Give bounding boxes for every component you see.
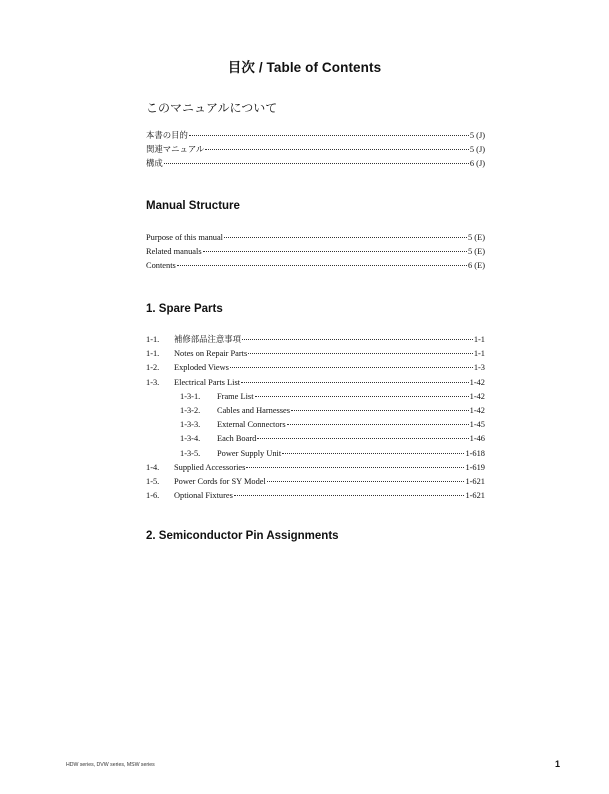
toc-entry[interactable]: [146, 157, 485, 171]
toc-subentry[interactable]: [146, 404, 485, 418]
toc-entry-number: 1-3-2.: [180, 405, 201, 415]
toc-entry[interactable]: [146, 333, 485, 347]
toc-entry-page: 5 (J): [469, 145, 485, 155]
toc-entry-page: 1-1: [473, 349, 485, 359]
toc-entry-page: 6 (E): [468, 261, 485, 271]
footer-page-number: 1: [555, 759, 561, 769]
toc-entry[interactable]: [146, 489, 485, 503]
footer-series: HDW series, DVW series, MSW series: [66, 762, 155, 768]
toc-entry-label: Cables and Harnesses: [217, 405, 291, 415]
toc-subentry[interactable]: [146, 390, 485, 404]
toc-entry-number: 1-1.: [146, 335, 160, 344]
toc-entry-label: Power Supply Unit: [217, 448, 282, 458]
toc-entry-page: 1-42: [469, 405, 485, 415]
toc-entry-page: 5 (E): [468, 233, 485, 242]
toc-entry-page: 1-46: [469, 434, 485, 444]
toc-entry-label: Exploded Views: [174, 363, 229, 373]
toc-list-spare-parts: [146, 333, 485, 503]
toc-list-jp: [146, 129, 485, 172]
toc-entry-number: 1-4.: [146, 462, 160, 472]
toc-entry-label: 関連マニュアル: [146, 145, 205, 155]
toc-entry-page: 1-619: [465, 462, 485, 472]
toc-entry-page: 1-621: [465, 476, 485, 486]
leader-dots: [189, 135, 469, 136]
toc-entry-number: 1-3-5.: [180, 448, 201, 458]
toc-entry-page: 5 (E): [468, 247, 485, 257]
toc-entry-page: 1-45: [469, 420, 485, 430]
leader-dots: [267, 481, 465, 482]
toc-entry-label: Power Cords for SY Model: [174, 476, 266, 486]
leader-dots: [255, 396, 469, 397]
leader-dots: [203, 251, 467, 252]
toc-entry-label: External Connectors: [217, 420, 286, 430]
toc-entry-number: 1-6.: [146, 491, 160, 501]
toc-entry-label: 本書の目的: [146, 131, 188, 140]
toc-entry-page: 6 (J): [469, 159, 485, 169]
toc-entry[interactable]: [146, 461, 485, 475]
toc-entry-label: Optional Fixtures: [174, 491, 233, 501]
toc-list-manual-structure: [146, 231, 485, 274]
section-heading-jp: このマニュアルについて: [146, 101, 278, 115]
toc-entry-page: 1-42: [469, 377, 485, 387]
toc-entry-number: 1-3-4.: [180, 434, 201, 444]
leader-dots: [164, 163, 469, 164]
leader-dots: [246, 467, 464, 468]
leader-dots: [177, 265, 467, 266]
toc-subentry[interactable]: [146, 447, 485, 461]
toc-entry-page: 1-621: [465, 491, 485, 501]
toc-entry-number: 1-1.: [146, 349, 160, 359]
toc-entry-label: 構成: [146, 159, 163, 169]
toc-entry-page: 5 (J): [469, 131, 485, 140]
leader-dots: [242, 339, 473, 340]
section-heading-manual-structure: Manual Structure: [146, 200, 240, 212]
page-title: 目次 / Table of Contents: [227, 60, 382, 75]
leader-dots: [257, 438, 468, 439]
leader-dots: [248, 353, 473, 354]
toc-entry[interactable]: [146, 129, 485, 143]
toc-entry-label: Related manuals: [146, 247, 202, 257]
toc-entry-label: Frame List: [217, 391, 254, 401]
toc-entry[interactable]: [146, 376, 485, 390]
toc-entry-label: Supplied Accessories: [174, 462, 246, 472]
section-heading-semiconductor: 2. Semiconductor Pin Assignments: [146, 530, 339, 542]
toc-entry-page: 1-1: [473, 335, 485, 344]
toc-entry-number: 1-5.: [146, 476, 160, 486]
leader-dots: [282, 453, 464, 454]
toc-entry[interactable]: [146, 231, 485, 245]
toc-entry-label: Each Board: [217, 434, 257, 444]
toc-entry-page: 1-42: [469, 391, 485, 401]
toc-entry-number: 1-3.: [146, 377, 160, 387]
toc-entry-label: Contents: [146, 261, 176, 271]
leader-dots: [230, 367, 473, 368]
leader-dots: [241, 382, 469, 383]
section-heading-spare-parts: 1. Spare Parts: [146, 303, 223, 315]
leader-dots: [287, 424, 469, 425]
leader-dots: [234, 495, 465, 496]
toc-entry-label: Notes on Repair Parts: [174, 349, 248, 359]
toc-entry-page: 1-618: [465, 448, 485, 458]
toc-entry-label: Electrical Parts List: [174, 377, 241, 387]
leader-dots: [224, 237, 467, 238]
toc-entry[interactable]: [146, 361, 485, 375]
leader-dots: [291, 410, 469, 411]
toc-entry[interactable]: [146, 143, 485, 157]
toc-entry-page: 1-3: [473, 363, 485, 373]
toc-subentry[interactable]: [146, 432, 485, 446]
toc-entry[interactable]: [146, 347, 485, 361]
toc-entry[interactable]: [146, 259, 485, 273]
leader-dots: [205, 149, 469, 150]
toc-subentry[interactable]: [146, 418, 485, 432]
toc-entry-number: 1-3-1.: [180, 391, 201, 401]
toc-entry-number: 1-2.: [146, 363, 160, 373]
toc-entry[interactable]: [146, 475, 485, 489]
toc-entry-label: 補修部品注意事項: [174, 335, 241, 344]
toc-entry-number: 1-3-3.: [180, 420, 201, 430]
toc-entry[interactable]: [146, 245, 485, 259]
toc-entry-label: Purpose of this manual: [146, 233, 223, 242]
